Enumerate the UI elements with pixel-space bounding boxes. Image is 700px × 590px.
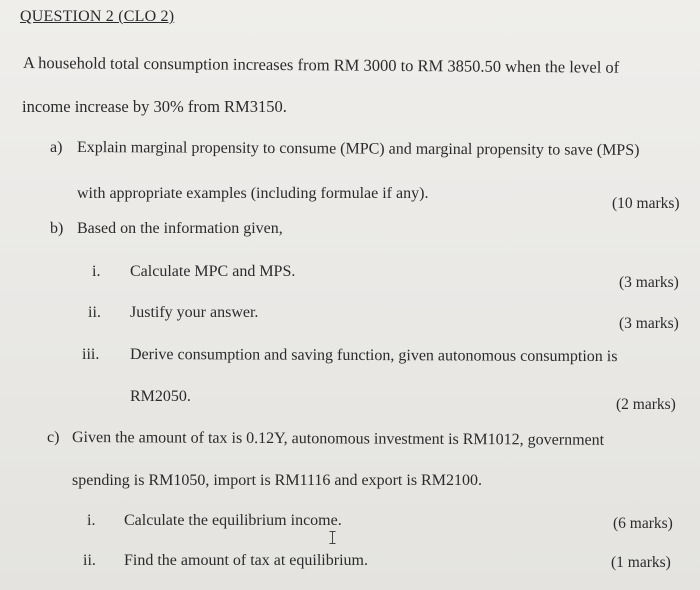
part-b-item-2-text: Justify your answer.	[130, 304, 259, 321]
part-b-item-1-marks: (3 marks)	[619, 274, 679, 291]
part-c-item-1-number: i.	[87, 512, 96, 529]
part-c-item-2-marks: (1 marks)	[611, 554, 671, 571]
part-b-item-3-number: iii.	[82, 346, 100, 363]
part-c-label: c)	[47, 429, 60, 446]
part-b-item-2-number: ii.	[88, 304, 101, 321]
part-b-item-3-text-2: RM2050.	[130, 388, 191, 405]
part-a-marks: (10 marks)	[612, 195, 680, 212]
part-c-line-2: spending is RM1050, import is RM1116 and export is RM2100.	[72, 472, 482, 489]
part-c-item-2-text: Find the amount of tax at equilibrium.	[124, 552, 368, 569]
part-c-line-1: Given the amount of tax is 0.12Y, autonomous investment is RM1012, government	[71, 429, 605, 449]
part-b-item-3-marks: (2 marks)	[616, 396, 676, 413]
part-b-text: Based on the information given,	[77, 220, 283, 237]
part-c-item-1-text: Calculate the equilibrium income.	[124, 512, 342, 529]
part-c-item-2-number: ii.	[83, 552, 96, 569]
intro-line-1: A household total consumption increases from RM 3000 to RM 3850.50 when the level of	[22, 53, 620, 77]
part-b-item-3-text: Derive consumption and saving function, given autonomous consumption is	[129, 346, 618, 366]
part-a-label: a)	[50, 139, 63, 156]
text-cursor-icon	[329, 531, 336, 544]
part-b-item-1-number: i.	[92, 263, 101, 280]
intro-line-2: income increase by 30% from RM3150.	[22, 97, 287, 116]
part-c-item-1-marks: (6 marks)	[613, 515, 673, 532]
part-a-line-2: with appropriate examples (including formulae if any).	[77, 185, 429, 202]
part-b-item-1-text: Calculate MPC and MPS.	[130, 263, 296, 280]
part-a-line-1: Explain marginal propensity to consume (MPC) and marginal propensity to save (MPS)	[76, 139, 640, 159]
question-heading: QUESTION 2 (CLO 2)	[20, 8, 175, 25]
part-b-item-2-marks: (3 marks)	[619, 315, 679, 332]
part-b-label: b)	[50, 220, 64, 237]
